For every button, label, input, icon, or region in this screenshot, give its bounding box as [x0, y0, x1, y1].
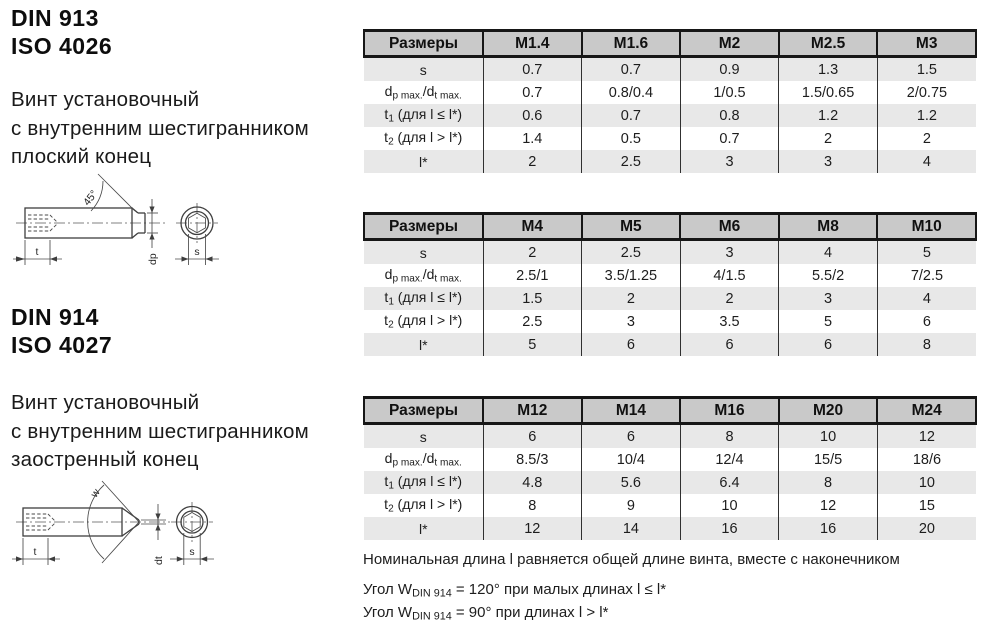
text-segment: t	[384, 106, 389, 123]
row-parameter-label	[364, 448, 483, 471]
subscript-text: 1	[388, 296, 394, 308]
table-header-size: M14	[582, 398, 681, 424]
dimension-value-cell: 4	[877, 287, 976, 310]
dimension-value-cell: 8	[877, 333, 976, 356]
text-segment: t	[384, 289, 389, 306]
size-table-m4-m10	[363, 212, 977, 356]
dimension-table	[363, 212, 977, 356]
dimension-value-cell: 6	[877, 310, 976, 333]
subscript-text: 1	[388, 480, 394, 492]
text-segment: (для l > l*)	[393, 496, 463, 513]
size-table-m12-m24	[363, 396, 977, 540]
dimension-value-cell: 5	[483, 333, 582, 356]
standard-heading-din913	[11, 4, 112, 60]
din-number: DIN 914	[11, 304, 99, 330]
chamfer-angle-annotation	[81, 174, 135, 211]
description-line: с внутренним шестигранником	[11, 419, 309, 443]
table-row	[364, 517, 976, 540]
table-row	[364, 494, 976, 517]
screw-description-flat	[11, 86, 309, 172]
screw-side-view	[12, 481, 170, 565]
flat-point-screw-drawing	[10, 170, 240, 282]
row-parameter-label	[364, 127, 483, 150]
dimension-value-cell: 2	[582, 287, 681, 310]
dimension-value-cell: 15/5	[779, 448, 878, 471]
dimension-value-cell: 0.7	[582, 104, 681, 127]
wrench-size-label: s	[189, 546, 195, 558]
text-segment: (для l > l*)	[393, 312, 463, 329]
dimension-value-cell: 3	[582, 310, 681, 333]
table-header-size: M20	[779, 398, 878, 424]
dimension-value-cell: 3.5/1.25	[582, 264, 681, 287]
dimension-value-cell: 2.5/1	[483, 264, 582, 287]
table-row	[364, 264, 976, 287]
screw-end-view	[170, 502, 214, 565]
table-header-size: M24	[877, 398, 976, 424]
dimension-value-cell: 6.4	[680, 471, 779, 494]
dimension-value-cell: 0.6	[483, 104, 582, 127]
text-segment: s	[419, 428, 427, 445]
row-parameter-label	[364, 264, 483, 287]
wrench-size-label: s	[194, 246, 200, 258]
text-segment: t	[384, 129, 389, 146]
screw-end-view	[175, 203, 219, 265]
cone-point-screw-drawing	[10, 470, 240, 582]
dimension-value-cell: 8.5/3	[483, 448, 582, 471]
dimension-value-cell: 1.2	[779, 104, 878, 127]
dimension-value-cell: 1/0.5	[680, 81, 779, 104]
dimension-value-cell: 16	[779, 517, 878, 540]
table-row	[364, 81, 976, 104]
dimension-value-cell: 0.7	[680, 127, 779, 150]
table-header-size: M1.4	[483, 31, 582, 57]
din-number: DIN 913	[11, 5, 99, 31]
table-header-size: M1.6	[582, 31, 681, 57]
dimension-value-cell: 2	[779, 127, 878, 150]
text-segment: l*	[418, 153, 428, 170]
dimension-value-cell: 15	[877, 494, 976, 517]
text-segment: (для l ≤ l*)	[393, 106, 463, 123]
dimension-value-cell: 0.5	[582, 127, 681, 150]
dimension-value-cell: 2.5	[483, 310, 582, 333]
description-line: Винт установочный	[11, 391, 200, 414]
table-header-size: M2	[680, 31, 779, 57]
socket-depth-dimension	[13, 240, 62, 265]
dimension-value-cell: 2	[680, 287, 779, 310]
dimension-value-cell: 4	[779, 240, 878, 265]
row-parameter-label	[364, 517, 483, 540]
dimension-value-cell: 8	[483, 494, 582, 517]
dimension-value-cell: 1.5	[877, 57, 976, 82]
dimension-value-cell: 4/1.5	[680, 264, 779, 287]
dimension-value-cell: 2.5	[582, 240, 681, 265]
dimension-value-cell: 3	[779, 150, 878, 173]
text-segment: (для l ≤ l*)	[393, 473, 463, 490]
table-row	[364, 104, 976, 127]
subscript-text: t max.	[434, 457, 462, 469]
text-segment: (для l > l*)	[393, 129, 463, 146]
subscript-text: p max.	[392, 273, 423, 285]
subscript-text: p max.	[392, 457, 423, 469]
text-segment: t	[384, 473, 389, 490]
table-header-sizes-label: Размеры	[364, 398, 483, 424]
dimension-value-cell: 5.6	[582, 471, 681, 494]
text-segment: /d	[422, 450, 435, 467]
text-segment: = 90° при длинах l > l*	[451, 604, 609, 621]
dimension-value-cell: 10	[877, 471, 976, 494]
dimension-value-cell: 10	[779, 424, 878, 449]
row-parameter-label	[364, 104, 483, 127]
dimension-value-cell: 3	[779, 287, 878, 310]
row-parameter-label	[364, 57, 483, 82]
text-segment: s	[419, 244, 427, 261]
dimension-value-cell: 5	[779, 310, 878, 333]
text-segment: t	[384, 312, 389, 329]
description-line: плоский конец	[11, 145, 152, 168]
dimension-value-cell: 20	[877, 517, 976, 540]
description-line: заостренный конец	[11, 448, 199, 471]
table-header-row	[364, 398, 976, 424]
dimension-value-cell: 0.8/0.4	[582, 81, 681, 104]
dimension-value-cell: 0.7	[582, 57, 681, 82]
dimension-value-cell: 0.9	[680, 57, 779, 82]
table-row	[364, 333, 976, 356]
subscript-text: 2	[388, 319, 394, 331]
table-header-size: M6	[680, 214, 779, 240]
table-row	[364, 448, 976, 471]
table-row	[364, 127, 976, 150]
tip-diameter-dimension	[141, 504, 166, 565]
dimension-value-cell: 8	[779, 471, 878, 494]
dimension-value-cell: 2.5	[582, 150, 681, 173]
dimension-value-cell: 18/6	[877, 448, 976, 471]
text-segment: d	[384, 450, 393, 467]
description-line: с внутренним шестигранником	[11, 116, 309, 140]
subscript-text: p max.	[392, 90, 423, 102]
text-segment: /d	[422, 266, 435, 283]
row-parameter-label	[364, 240, 483, 265]
row-parameter-label	[364, 287, 483, 310]
dimension-value-cell: 16	[680, 517, 779, 540]
dimension-value-cell: 12	[779, 494, 878, 517]
dimension-value-cell: 0.7	[483, 57, 582, 82]
dimension-value-cell: 1.5/0.65	[779, 81, 878, 104]
row-parameter-label	[364, 150, 483, 173]
socket-depth-label: t	[35, 246, 39, 258]
row-parameter-label	[364, 424, 483, 449]
table-row	[364, 57, 976, 82]
table-header-row	[364, 214, 976, 240]
table-header-size: M8	[779, 214, 878, 240]
dimension-value-cell: 4.8	[483, 471, 582, 494]
row-parameter-label	[364, 81, 483, 104]
screw-side-view	[13, 174, 165, 265]
text-segment: Угол W	[363, 581, 413, 598]
dimension-value-cell: 2	[483, 240, 582, 265]
subscript-text: 1	[388, 113, 394, 125]
text-segment: (для l ≤ l*)	[393, 289, 463, 306]
subscript-text: 2	[388, 503, 394, 515]
dimension-value-cell: 12/4	[680, 448, 779, 471]
iso-number: ISO 4027	[11, 332, 113, 358]
table-header-size: M4	[483, 214, 582, 240]
text-segment: l*	[418, 336, 428, 353]
tip-diameter-label: dt	[153, 556, 165, 565]
row-parameter-label	[364, 471, 483, 494]
dimension-value-cell: 1.3	[779, 57, 878, 82]
dimension-value-cell: 5	[877, 240, 976, 265]
dimension-value-cell: 2	[483, 150, 582, 173]
socket-depth-dimension	[12, 538, 60, 565]
text-segment: s	[419, 61, 427, 78]
table-row	[364, 310, 976, 333]
dimension-table	[363, 29, 977, 173]
row-parameter-label	[364, 494, 483, 517]
dimension-value-cell: 0.7	[483, 81, 582, 104]
angle-note-90	[363, 604, 608, 623]
point-diameter-label: dp	[147, 253, 159, 265]
table-row	[364, 287, 976, 310]
subscript-text: 2	[388, 136, 394, 148]
angle-note-120	[363, 581, 666, 600]
text-segment: l*	[418, 520, 428, 537]
dimension-value-cell: 6	[582, 424, 681, 449]
dimension-value-cell: 6	[680, 333, 779, 356]
dimension-value-cell: 2	[877, 127, 976, 150]
table-row	[364, 150, 976, 173]
dimension-value-cell: 1.5	[483, 287, 582, 310]
description-line: Винт установочный	[11, 88, 200, 111]
table-header-size: M10	[877, 214, 976, 240]
table-header-size: M16	[680, 398, 779, 424]
dimension-value-cell: 10	[680, 494, 779, 517]
table-header-size: M2.5	[779, 31, 878, 57]
table-header-sizes-label: Размеры	[364, 214, 483, 240]
dimension-value-cell: 6	[582, 333, 681, 356]
dimension-value-cell: 7/2.5	[877, 264, 976, 287]
dimension-value-cell: 3	[680, 240, 779, 265]
dimension-value-cell: 0.8	[680, 104, 779, 127]
point-diameter-dimension	[147, 199, 159, 265]
screw-description-cone	[11, 389, 309, 475]
subscript-text: t max.	[434, 90, 462, 102]
text-segment: d	[384, 266, 393, 283]
text-segment: = 120° при малых длинах l ≤ l*	[451, 581, 667, 598]
dimension-value-cell: 10/4	[582, 448, 681, 471]
iso-number: ISO 4026	[11, 33, 113, 59]
subscript-text: DIN 914	[412, 587, 452, 600]
dimension-value-cell: 8	[680, 424, 779, 449]
dimension-value-cell: 9	[582, 494, 681, 517]
table-header-sizes-label: Размеры	[364, 31, 483, 57]
table-header-size: M12	[483, 398, 582, 424]
text-segment: /d	[422, 83, 435, 100]
row-parameter-label	[364, 333, 483, 356]
dimension-value-cell: 3	[680, 150, 779, 173]
row-parameter-label	[364, 310, 483, 333]
table-header-size: M3	[877, 31, 976, 57]
table-header-row	[364, 31, 976, 57]
text-segment: t	[384, 496, 389, 513]
dimension-value-cell: 3.5	[680, 310, 779, 333]
dimension-value-cell: 14	[582, 517, 681, 540]
subscript-text: DIN 914	[412, 610, 452, 623]
dimension-table	[363, 396, 977, 540]
dimension-value-cell: 1.2	[877, 104, 976, 127]
chamfer-angle-label: 45°	[81, 188, 101, 209]
size-table-m1_4-m3	[363, 29, 977, 173]
cone-angle-label: w	[88, 486, 103, 500]
subscript-text: t max.	[434, 273, 462, 285]
nominal-length-note: Номинальная длина l равняется общей длине винта, вместе с наконечником	[363, 551, 900, 568]
dimension-value-cell: 2/0.75	[877, 81, 976, 104]
dimension-value-cell: 1.4	[483, 127, 582, 150]
text-segment: Угол W	[363, 604, 413, 621]
table-row	[364, 471, 976, 494]
standard-heading-din914	[11, 303, 112, 359]
dimension-value-cell: 6	[483, 424, 582, 449]
dimension-value-cell: 12	[483, 517, 582, 540]
table-row	[364, 240, 976, 265]
socket-depth-label: t	[33, 546, 37, 558]
text-segment: d	[384, 83, 393, 100]
dimension-value-cell: 5.5/2	[779, 264, 878, 287]
dimension-value-cell: 4	[877, 150, 976, 173]
table-header-size: M5	[582, 214, 681, 240]
dimension-value-cell: 6	[779, 333, 878, 356]
dimension-value-cell: 12	[877, 424, 976, 449]
table-row	[364, 424, 976, 449]
